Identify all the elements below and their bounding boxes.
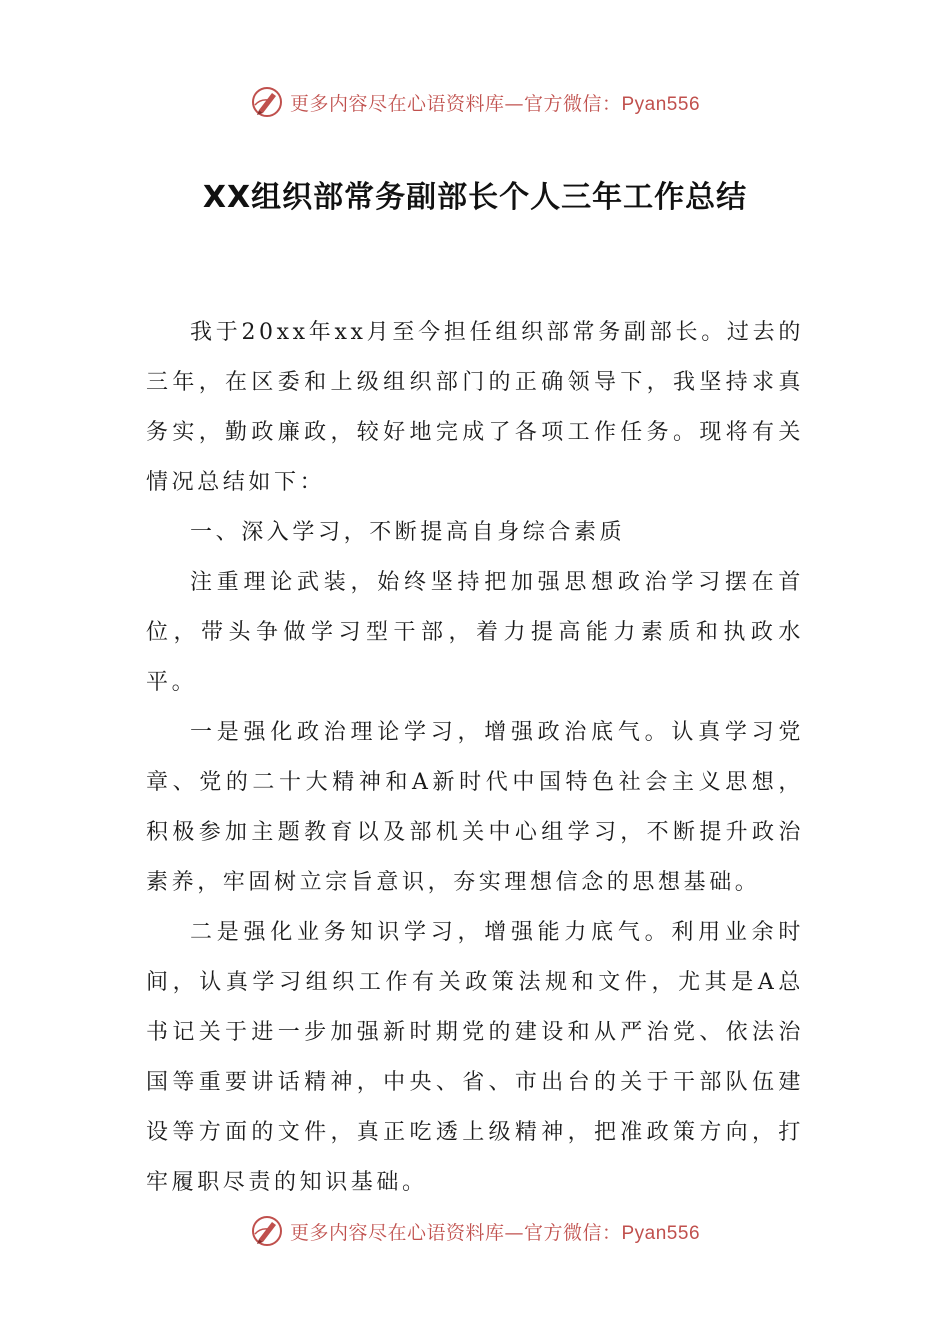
document-body [146, 308, 804, 1208]
paragraph-theory: 注重理论武装，始终坚持把加强思想政治学习摆在首位，带头争做学习型干部，着力提高能力素质和执政水平。 [146, 570, 804, 695]
paragraph-intro: 我于20xx年xx月至今担任组织部常务副部长。过去的三年，在区委和上级组织部门的正确领导下，我坚持求真务实，勤政廉政，较好地完成了各项工作任务。现将有关情况总结如下： [146, 320, 804, 495]
paragraph-business-study: 二是强化业务知识学习，增强能力底气。利用业余时间，认真学习组织工作有关政策法规和文件，尤其是A总书记关于进一步加强新时期党的建设和从严治党、依法治国等重要讲话精神，中央、省、市出台的关于干部队伍建设等方面的文件，真正吃透上级精神，把准政策方向，打牢履职尽责的知识基础。 [146, 920, 804, 1195]
pen-logo-icon [250, 1214, 284, 1248]
footer-banner-ident: Pyan556 [621, 1222, 701, 1244]
header-banner-text: 更多内容尽在心语资料库—官方微信：Pyan556 [289, 92, 701, 115]
header-banner [0, 82, 950, 122]
footer-banner-text: 更多内容尽在心语资料库—官方微信：Pyan556 [289, 1221, 701, 1244]
pen-logo-icon [250, 85, 284, 119]
page-title: XX组织部常务副部长个人三年工作总结 [202, 180, 748, 215]
header-banner-ident: Pyan556 [621, 93, 701, 115]
footer-banner [0, 1211, 950, 1251]
section-heading-1: 一、深入学习，不断提高自身综合素质 [190, 520, 626, 545]
paragraph-political-study: 一是强化政治理论学习，增强政治底气。认真学习党章、党的二十大精神和A新时代中国特色社会主义思想，积极参加主题教育以及部机关中心组学习，不断提升政治素养，牢固树立宗旨意识，夯实理想信念的思想基础。 [146, 720, 804, 895]
